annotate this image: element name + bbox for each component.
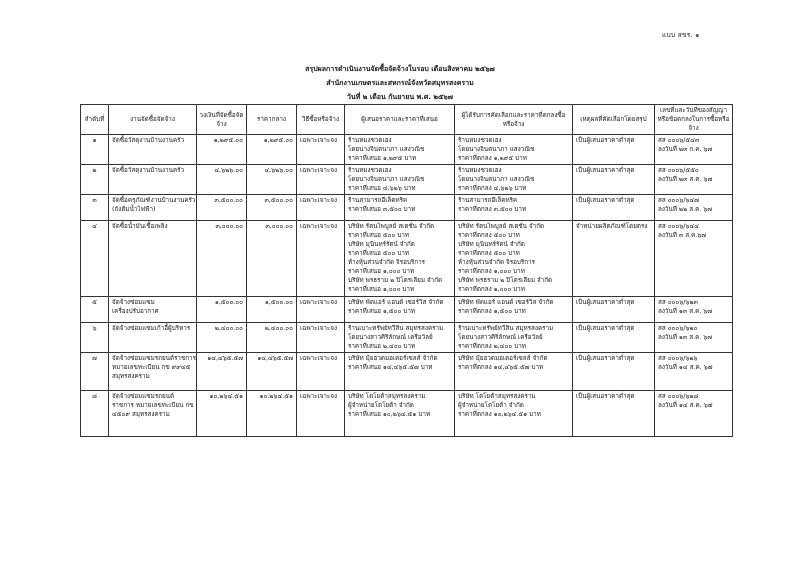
report-date: วันที่ ๒ เดือน กันยายน พ.ศ. ๒๕๖๗ [347, 93, 453, 101]
cell-bidders-line: ราคาที่เสนอ ๑,๐๐๐ บาท [348, 268, 415, 275]
cell-winner-line: ร้านหมงชวดเฮง [458, 167, 502, 174]
cell-median: ๔,๖๒๖.๐๐ [247, 165, 297, 195]
cell-bidders-line: โดยนางสาวศิริลักษณ์ เครือวัลย์ [348, 334, 433, 341]
cell-winner-line: บริษัท รัตนไพบูลย์ สเตชั่น จำกัด [458, 223, 545, 230]
cell-no: ๔ [81, 221, 109, 297]
table-row [81, 165, 733, 195]
cell-winner-line: ราคาที่ตกลง ๑,๐๐๐ บาท [458, 286, 525, 293]
col-header-contract: เลขที่และวันที่ของสัญญาหรือข้อตกลงในการซื้อหรือจ้าง [655, 105, 733, 135]
cell-winner [455, 297, 573, 323]
cell-winner [455, 135, 573, 165]
cell-winner [455, 221, 573, 297]
cell-contract-line: สส ๐๐๐๖/๕๕๐ [658, 167, 699, 174]
cell-winner [455, 353, 573, 391]
col-header-reason: เหตุผลที่คัดเลือกโดยสรุป [573, 105, 655, 135]
cell-winner [455, 165, 573, 195]
cell-no: ๓ [81, 195, 109, 221]
cell-bidders-line: ร้านเบาะทรัพย์ทวีสิน สมุทรสงคราม [348, 325, 444, 332]
cell-no: ๗ [81, 353, 109, 391]
cell-contract-line: สส ๐๐๐๖/๖๒๖ [658, 355, 698, 362]
cell-contract-line: สส ๐๐๐๖/๖๒๓ [658, 299, 698, 306]
cell-contract [655, 323, 733, 353]
cell-method: เฉพาะเจาะจง [297, 323, 345, 353]
cell-budget: ๑,๒๙๕.๐๐ [197, 135, 247, 165]
cell-bidders-line: บริษัท มุนินทร์รัตน์ จำกัด [348, 241, 415, 248]
cell-bidders-line: บริษัท โตโยต้าสมุทรสงคราม [348, 393, 426, 400]
cell-item-line: จัดจ้างซ่อมแซมรถยนต์ [112, 393, 175, 400]
cell-bidders-line: ห้างหุ้นส่วนจำกัด จิรอบริการ [348, 259, 425, 266]
cell-bidders-line: บริษัท มุ้ยฮวดมอเตอร์เซลส์ จำกัด [348, 355, 438, 362]
cell-bidders-line: บริษัท รัตนไพบูลย์ สเตชั่น จำกัด [348, 223, 435, 230]
table-row [81, 221, 733, 297]
cell-bidders [345, 165, 455, 195]
table-header-row [81, 105, 733, 135]
cell-bidders-line: โดยนางจินตนาภา แสงวณิช [348, 146, 425, 153]
cell-contract [655, 297, 733, 323]
col-header-median: ราคากลาง [247, 105, 297, 135]
cell-contract-line: ลงวันที่ ๒๓ ก.ค. ๖๗ [658, 146, 713, 153]
cell-item [109, 297, 197, 323]
cell-bidders [345, 353, 455, 391]
form-code: แบบ สขร. ๑ [662, 31, 700, 39]
cell-bidders [345, 221, 455, 297]
cell-item-line: หมายเลขทะเบียน กข ๙๙๔๕ [112, 364, 191, 371]
table-row [81, 135, 733, 165]
cell-winner [455, 323, 573, 353]
cell-item-line: จัดจ้างซ่อมแซมรถยนต์ราชการ [112, 355, 196, 362]
col-header-budget: วงเงินที่จัดซื้อจัดจ้าง [197, 105, 247, 135]
cell-no: ๖ [81, 323, 109, 353]
cell-contract [655, 165, 733, 195]
cell-winner-line: ราคาที่ตกลง ๑๐,๒๖๔.๕๑ บาท [458, 411, 541, 418]
cell-bidders-line: ราคาที่เสนอ ๑๔,๔๖๕.๕๗ บาท [348, 364, 433, 371]
cell-item-line: จัดจ้างซ่อมแซม [112, 299, 155, 306]
cell-winner-line: บริษัท พรธราม ๒ ปิโตรเลียม จำกัด [458, 277, 553, 284]
cell-contract-line: ลงวันที่ ๒๓ ส.ค. ๖๗ [658, 176, 713, 183]
cell-bidders-line: บริษัท พัดแอร์ แอนด์ เซอร์วิส จำกัด [348, 299, 444, 306]
cell-bidders-line: ราคาที่เสนอ ๕๐๐ บาท [348, 250, 410, 257]
cell-method: เฉพาะเจาะจง [297, 391, 345, 437]
cell-method: เฉพาะเจาะจง [297, 221, 345, 297]
cell-item [109, 135, 197, 165]
cell-winner-line: ห้างหุ้นส่วนจำกัด จิรอบริการ [458, 259, 535, 266]
cell-winner-line: ราคาที่ตกลง ๑,๕๐๐ บาท [458, 308, 526, 315]
cell-bidders [345, 323, 455, 353]
cell-bidders-line: ร้านหมงชวดเฮง [348, 137, 392, 144]
cell-budget: ๒,๔๐๐.๐๐ [197, 323, 247, 353]
cell-contract [655, 195, 733, 221]
cell-budget: ๑๐,๒๖๔.๕๑ [197, 391, 247, 437]
cell-reason [573, 195, 655, 221]
cell-budget: ๓,๕๐๐.๐๐ [197, 195, 247, 221]
table-row [81, 297, 733, 323]
cell-contract-line: สส ๐๐๐๖/๖๔๔ [658, 223, 699, 230]
cell-winner-line: ราคาที่ตกลง ๓,๕๐๐ บาท [458, 206, 527, 213]
cell-reason [573, 297, 655, 323]
cell-reason-line: เป็นผู้เสนอราคาต่ำสุด [576, 137, 635, 144]
cell-bidders-line: ราคาที่เสนอ ๑,๕๐๐ บาท [348, 308, 416, 315]
cell-reason-line: เป็นผู้เสนอราคาต่ำสุด [576, 197, 635, 204]
cell-reason-line: เป็นผู้เสนอราคาต่ำสุด [576, 167, 635, 174]
table-body [81, 135, 733, 437]
cell-bidders-line: ร้านสามารถอีเล็คทริค [348, 197, 408, 204]
cell-winner-line: ผู้จำหน่ายโตโยต้า จำกัด [458, 402, 524, 409]
cell-median: ๓,๕๐๐.๐๐ [247, 195, 297, 221]
cell-budget: ๑,๕๐๐.๐๐ [197, 297, 247, 323]
cell-contract [655, 135, 733, 165]
report-title: สรุปผลการดำเนินงานจัดซื้อจัดจ้างในรอบ เดือนสิงหาคม ๒๕๖๗ [305, 65, 495, 73]
cell-reason-line: เป็นผู้เสนอราคาต่ำสุด [576, 355, 635, 362]
cell-contract-line: ลงวันที่ ๑๔ ส.ค. ๖๗ [658, 402, 713, 409]
cell-contract [655, 353, 733, 391]
cell-method: เฉพาะเจาะจง [297, 353, 345, 391]
cell-bidders-line: บริษัท พรธราม ๒ ปิโตรเลียม จำกัด [348, 277, 443, 284]
cell-winner-line: ร้านสามารถอีเล็คทริค [458, 197, 518, 204]
cell-winner-line: ราคาที่ตกลง ๑๔,๔๖๕.๕๗ บาท [458, 364, 544, 371]
cell-item-line: จัดซื้อวัสดุงานบ้านงานครัว [112, 167, 185, 174]
cell-winner-line: ร้านหมงชวดเฮง [458, 137, 502, 144]
cell-no: ๒ [81, 165, 109, 195]
cell-reason-line: เป็นผู้เสนอราคาต่ำสุด [576, 393, 635, 400]
cell-bidders-line: ราคาที่เสนอ ๑,๐๐๐ บาท [348, 286, 415, 293]
cell-median: ๑๔,๔๖๕.๕๗ [247, 353, 297, 391]
cell-contract-line: ลงวันที่ ๑๓ ส.ค. ๖๗ [658, 308, 713, 315]
cell-winner [455, 195, 573, 221]
cell-winner-line: โดยนางจินตนาภา แสงวณิช [458, 176, 535, 183]
cell-winner-line: ราคาที่ตกลง ๔,๖๒๖ บาท [458, 185, 527, 192]
cell-contract-line: สส ๐๐๐๖/๖๔๗ [658, 197, 699, 204]
cell-winner-line: บริษัท พัดแอร์ แอนด์ เซอร์วิส จำกัด [458, 299, 554, 306]
table-row [81, 391, 733, 437]
cell-reason [573, 165, 655, 195]
cell-contract-line: สส ๐๐๐๖/๖๒๘ [658, 393, 699, 400]
cell-median: ๒,๔๐๐.๐๐ [247, 323, 297, 353]
cell-item-line: สมุทรสงคราม [112, 373, 150, 380]
cell-no: ๘ [81, 391, 109, 437]
cell-bidders-line: โดยนางจินตนาภา แสงวณิช [348, 176, 425, 183]
cell-bidders-line: ราคาที่เสนอ ๑๐,๒๖๔.๕๑ บาท [348, 411, 431, 418]
cell-winner-line: ราคาที่ตกลง ๒,๔๐๐ บาท [458, 343, 526, 350]
cell-bidders-line: ราคาที่เสนอ ๓,๕๐๐ บาท [348, 206, 416, 213]
cell-winner-line: บริษัท มุนินทร์รัตน์ จำกัด [458, 241, 525, 248]
cell-reason [573, 135, 655, 165]
cell-median: ๑,๒๙๕.๐๐ [247, 135, 297, 165]
cell-contract [655, 391, 733, 437]
cell-item-line: จัดซื้อวัสดุงานบ้านงานครัว [112, 137, 185, 144]
cell-bidders-line: ราคาที่เสนอ ๒,๔๐๐ บาท [348, 343, 416, 350]
cell-reason [573, 221, 655, 297]
table-row [81, 353, 733, 391]
cell-contract [655, 221, 733, 297]
cell-item [109, 391, 197, 437]
procurement-table [80, 104, 733, 437]
col-header-bidders: ผู้เสนอราคาและราคาที่เสนอ [345, 105, 455, 135]
cell-item-line: (ถังต้มน้ำไฟฟ้า) [112, 206, 156, 213]
col-header-winner: ผู้ได้รับการคัดเลือกและราคาที่ตกลงซื้อหรือจ้าง [455, 105, 573, 135]
cell-winner-line: ราคาที่ตกลง ๑,๒๙๕ บาท [458, 155, 527, 162]
cell-bidders-line: ผู้จำหน่ายโตโยต้า จำกัด [348, 402, 414, 409]
col-header-no: ลำดับที่ [81, 105, 109, 135]
cell-contract-line: สส ๐๐๐๖/๖๒๐ [658, 325, 698, 332]
cell-item-line: จัดซื้อครุภัณฑ์งานบ้านงานครัว [112, 197, 196, 204]
cell-winner-line: ร้านเบาะทรัพย์ทวีสิน สมุทรสงคราม [458, 325, 554, 332]
cell-contract-line: ลงวันที่ ๒๒ ส.ค. ๖๗ [658, 206, 713, 213]
cell-budget: ๑๔,๔๖๕.๕๗ [197, 353, 247, 391]
cell-item [109, 323, 197, 353]
cell-item [109, 221, 197, 297]
agency-name: สำนักงานเกษตรและสหกรณ์จังหวัดสมุทรสงคราม [326, 79, 474, 87]
cell-median: ๑๐,๒๖๔.๕๑ [247, 391, 297, 437]
cell-winner-line: บริษัท มุ้ยฮวดมอเตอร์เซลส์ จำกัด [458, 355, 548, 362]
cell-item-line: จัดจ้างซ่อมแซมเก้าอี้ผู้บริหาร [112, 325, 191, 332]
cell-contract-line: สส ๐๐๐๖/๕๔๓ [658, 137, 700, 144]
cell-winner-line: ราคาที่ตกลง ๕๐๐ บาท [458, 250, 520, 257]
cell-reason [573, 391, 655, 437]
col-header-method: วิธีซื้อหรือจ้าง [297, 105, 345, 135]
cell-no: ๕ [81, 297, 109, 323]
cell-winner [455, 391, 573, 437]
cell-median: ๓,๐๐๐.๐๐ [247, 221, 297, 297]
cell-contract-line: ลงวันที่ ๑๔ ส.ค. ๖๗ [658, 364, 713, 371]
cell-reason [573, 323, 655, 353]
col-header-item: งานจัดซื้อจัดจ้าง [109, 105, 197, 135]
cell-method: เฉพาะเจาะจง [297, 135, 345, 165]
table-row [81, 323, 733, 353]
cell-item [109, 165, 197, 195]
cell-bidders [345, 297, 455, 323]
cell-method: เฉพาะเจาะจง [297, 165, 345, 195]
cell-item [109, 353, 197, 391]
cell-item-line: ๔๕๐๙ สมุทรสงคราม [112, 411, 170, 418]
cell-item [109, 195, 197, 221]
cell-reason-line: เป็นผู้เสนอราคาต่ำสุด [576, 325, 635, 332]
cell-bidders [345, 195, 455, 221]
cell-budget: ๔,๖๒๖.๐๐ [197, 165, 247, 195]
cell-budget: ๓,๐๐๐.๐๐ [197, 221, 247, 297]
cell-winner-line: บริษัท โตโยต้าสมุทรสงคราม [458, 393, 536, 400]
table-row [81, 195, 733, 221]
cell-contract-line: ลงวันที่ ๑๓ ส.ค. ๖๗ [658, 334, 713, 341]
cell-bidders-line: ราคาที่เสนอ ๔,๖๒๖ บาท [348, 185, 416, 192]
cell-bidders-line: ร้านหมงชวดเฮง [348, 167, 392, 174]
cell-bidders-line: ราคาที่เสนอ ๑,๒๙๕ บาท [348, 155, 417, 162]
cell-item-line: จัดซื้อน้ำมันเชื้อเพลิง [112, 223, 168, 230]
cell-winner-line: โดยนางสาวศิริลักษณ์ เครือวัลย์ [458, 334, 543, 341]
cell-median: ๑,๕๐๐.๐๐ [247, 297, 297, 323]
cell-reason [573, 353, 655, 391]
cell-no: ๑ [81, 135, 109, 165]
cell-bidders-line: ราคาที่เสนอ ๕๐๐ บาท [348, 232, 410, 239]
cell-reason-line: เป็นผู้เสนอราคาต่ำสุด [576, 299, 635, 306]
cell-winner-line: ราคาที่ตกลง ๕๐๐ บาท [458, 232, 520, 239]
cell-winner-line: ราคาที่ตกลง ๑,๐๐๐ บาท [458, 268, 525, 275]
cell-item-line: เครื่องปรับอากาศ [112, 308, 159, 315]
cell-winner-line: โดยนางจินตนาภา แสงวณิช [458, 146, 535, 153]
cell-reason-line: จำหน่ายผลิตภัณฑ์โดยตรง [576, 223, 648, 230]
cell-contract-line: ลงวันที่ ๓ ส.ค.๖๗ [658, 232, 707, 239]
cell-method: เฉพาะเจาะจง [297, 297, 345, 323]
cell-bidders [345, 135, 455, 165]
cell-bidders [345, 391, 455, 437]
cell-item-line: ราชการ หมายเลขทะเบียน กข [112, 402, 194, 409]
cell-method: เฉพาะเจาะจง [297, 195, 345, 221]
